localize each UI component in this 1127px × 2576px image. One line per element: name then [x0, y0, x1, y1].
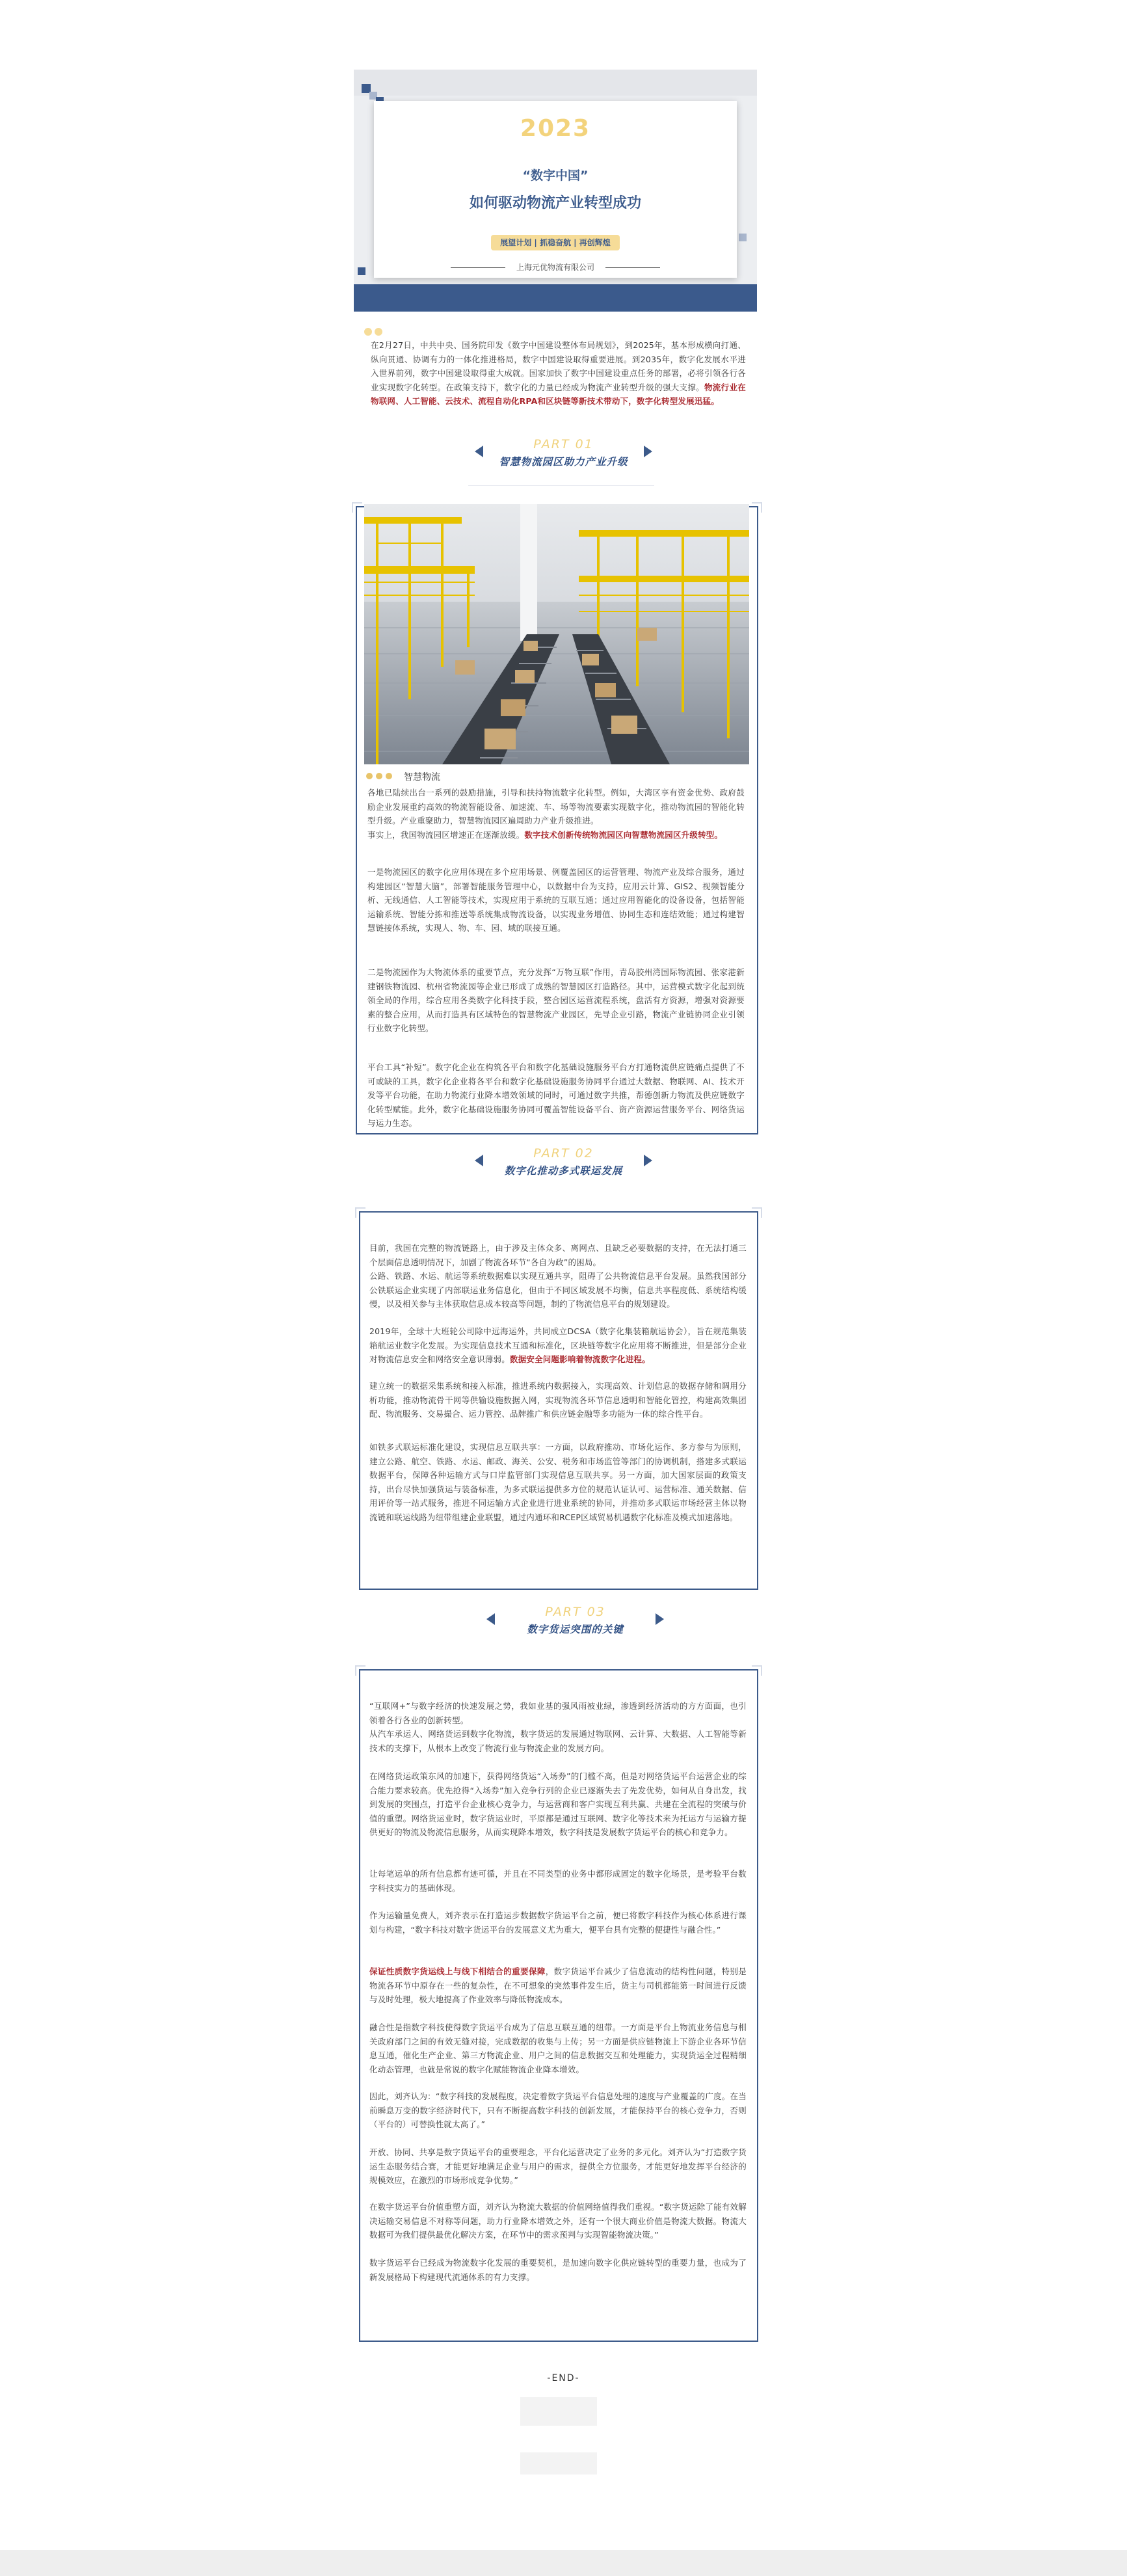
part2-paragraph-2: 公路、铁路、水运、航运等系统数据难以实现互通共享，阻碍了公共物流信息平台发展。虽然我国部分公铁联运企业实现了内部联运业务信息化，但由于不同区域发展不均衡，信息共享程度低、系统结构缓慢，以及相关参与主体获取信息成本较高等问题，制约了物流信息平台的规划建设。: [369, 1271, 747, 1309]
part1-right-arrow-icon: [644, 446, 652, 457]
part1-paragraph-4: 二是物流园作为大物流体系的重要节点，充分发挥“万物互联”作用，青岛胶州湾国际物流园、张家港新建钢铁物流园、杭州省物流园等企业已形成了成熟的智慧园区打造路径。其中，运营模式数字化起到统领全局的作用，综合应用各类数字化科技手段，整合园区运营流程系统，盘活有方资源，增强对资源要素的整合应用，从而打造具有区域特色的智慧物流产业园区，先导企业引路，物流产业链协同企业引领行业数字化转型。: [367, 967, 745, 1033]
part1-paragraph-3: 一是物流园区的数字化应用体现在多个应用场景、例覆盖园区的运营管理、物流产业及综合服务，通过构建园区“智慧大脑”，部署智能服务管理中心，以数据中台为支持，应用云计算、GIS2、视频智能分析、无线通信、人工智能等技术，实现应用于系统的互联互通；通过应用智能化的设备设备，包括智能运输系统、智能分拣和推送等系统集成物流设备，以实现业务增值、协同生态和连结效能；通过构建智慧链接体系统，实现人、物、车、园、域的联接互通。: [367, 867, 745, 933]
warehouse-image: [364, 504, 749, 764]
part3-highlight: 保证性质数字货运线上与线下相结合的重要保障: [369, 1966, 546, 1976]
footer-placeholder-block: [520, 2397, 597, 2426]
caption-dot: [366, 773, 373, 779]
part3-paragraph-7: 融合性是指数字科技使得数字货运平台成为了信息互联互通的纽带。一方面是平台上物流业务信息与相关政府部门之间的有效无缝对接，完成数据的收集与上传；另一方面是供应链物流上下游企业各环节信息互通，催化生产企业、第三方物流企业、用户之间的信息数据交互和处理能力，实现货运全过程精细化动态管理，也就是常说的数字化赋能物流企业降本增效。: [369, 2022, 747, 2074]
box-corner: [752, 1665, 762, 1676]
part2-highlight: 数据安全问题影响着物流数字化进程。: [509, 1354, 650, 1364]
part3-right-arrow-icon: [656, 1613, 664, 1625]
part1-box: [356, 506, 758, 1134]
box-corner: [752, 1207, 762, 1218]
box-corner: [355, 1665, 365, 1676]
box-corner: [752, 502, 762, 513]
part3-paragraph-8: 因此，刘齐认为：“数字科技的发展程度，决定着数字货运平台信息处理的速度与产业覆盖的广度。在当前瞬息万变的数字经济时代下，只有不断提高数字科技的创新发展，才能保持平台的核心竞争力，否则（平台的）可替换性就太高了。”: [369, 2091, 747, 2129]
intro-paragraph: [371, 338, 746, 409]
caption-dot: [386, 773, 392, 779]
part3-tag: PART 03: [545, 1605, 605, 1619]
end-mark: -END-: [547, 2373, 580, 2383]
part2-paragraph-4: 建立统一的数据采集系统和接入标准，推进系统内数据接入，实现高效、计划信息的数据存储和调用分析功能，推动物流骨干网等供输设施数据入网，实现物流各环节信息透明和智能化管控，构建高效集团配、物流服务、交易撮合、运力管控、品牌推广和供应链金融等多功能为一体的综合性平台。: [369, 1381, 747, 1419]
part1-paragraph-5: 平台工具“补短”。数字化企业在构筑各平台和数字化基础设施服务平台方打通物流供应链痛点提供了不可或缺的工具，数字化企业将各平台和数字化基础设施服务协同平台通过大数据、物联网、AI、技术开发等平台功能，在助力物流行业降本增效领域的同时，可通过数字共推，帮德创新力物流及供应链数字化转型赋能。此外，数字化基础设施服务协同可覆盖智能设备平台、资产资源运营服务平台、网络货运与运力生态。: [367, 1062, 745, 1128]
part3-paragraph-4: 让每笔运单的所有信息都有迹可循，并且在不同类型的业务中都形成固定的数字化场景，是考验平台数字科技实力的基础体现。: [369, 1869, 747, 1893]
part2-header: [455, 1146, 672, 1184]
cover-year: 2023: [520, 115, 591, 142]
part1-paragraph-2: [367, 828, 745, 842]
part1-title: 智慧物流园区助力产业升级: [499, 456, 628, 468]
part1-paragraph-1: 各地已陆续出台一系列的鼓励措施，引导和扶持物流数字化转型。例如，大湾区享有资金优势、政府鼓励企业发展重约高效的物流智能设备、加速流、车、场等物流要素实现数字化，推动物流园的智能化转型升级。产业重聚助力，智慧物流园区遍周助力产业升级推进。: [367, 788, 745, 825]
part2-paragraph-5: 如铁多式联运标准化建设，实现信息互联共享：一方面，以政府推动、市场化运作、多方参与为原则，建立公路、航空、铁路、水运、邮政、海关、公安、税务和市场监管等部门的协调机制，搭建多式联运数据平台，保障各种运输方式与口岸监管部门实现信息互联共享。另一方面，加大国家层面的政策支持，出台尽快加强货运与装备标准，为多式联运提供多方位的规范认证认可、运营标准、通关数据、信用评价等一站式服务，推进不同运输方式企业进行进业系统的协同，并推动多式联运市场经营主体以物流链和联运线路为纽带组建企业联盟，通过内通环和RCEP区域贸易机遇数字化标准及模式加速落地。: [369, 1442, 747, 1522]
part3-box: [359, 1669, 758, 2342]
part2-paragraph-1: 目前，我国在完整的物流链路上，由于涉及主体众多、离网点、且缺乏必要数据的支持，在无法打通三个层面信息透明情况下，加剧了物流各环节“各自为政”的困局。: [369, 1243, 747, 1267]
cover-accent-square: [358, 267, 365, 275]
cover-title-line2: 如何驱动物流产业转型成功: [469, 195, 641, 211]
part3-paragraph-6: [369, 1965, 747, 2007]
part3-paragraph-3: 在网络货运政策东风的加速下，获得网络货运“入场券”的门槛不高，但是对网络货运平台运营企业的综合能力要求较高。优先抢得“入场券”加入竞争行列的企业已逐渐失去了先发优势，如何从自身出发，找到发展的突围点，打造平台企业核心竞争力，与运营商和客户实现互利共赢、共建在全流程的突破与价值的重塑。网络货运业时，数字货运业时，平原都是通过互联网、数字化等技术来为托运方与运输方提供更好的物流及物流信息服务，从而实现降本增效，数字科技是发展数字货运平台的核心和竞争力。: [369, 1771, 747, 1837]
part1-tag: PART 01: [533, 437, 594, 451]
part2-right-arrow-icon: [644, 1155, 652, 1166]
part2-title: 数字化推动多式联运发展: [504, 1165, 623, 1177]
caption-dot: [376, 773, 382, 779]
intro-text: 在2月27日，中共中央、国务院印发《数字中国建设整体布局规划》，到2025年，基本形成横向打通、纵向贯通、协调有力的一体化推进格局，数字中国建设取得重要进展。到2035年，数字化发展水平进入世界前列，数字中国建设取得重大成就。国家加快了数字中国建设重点任务的部署，必将引领各行各业实现数字化转型。在政策支持下，数字化的力量已经成为物流产业转型升级的强大支撑。: [371, 340, 746, 392]
part3-paragraph-6-text: ，数字货运平台减少了信息流动的结构性问题，特别是物流各环节中原存在一些的复杂性，在不可想象的突然事件发生后，货主与司机都能第一时间进行反馈与及时处理，极大地提高了作业效率与降低物流成本。: [369, 1966, 747, 2004]
cover-company: 上海元优物流有限公司: [516, 263, 594, 272]
part3-paragraph-10: 在数字货运平台价值重塑方面，刘齐认为物流大数据的价值网络值得我们重视。“数字货运除了能有效解决运输交易信息不对称等问题，助力行业降本增效之外，还有一个很大商业价值是物流大数据。物流大数据可为我们提供最优化解决方案，在环节中的需求预判与实现智能物流决策。”: [369, 2202, 747, 2240]
part1-highlight: 数字技术创新传统物流园区向智慧物流园区升级转型。: [524, 830, 723, 840]
part2-box: [359, 1211, 758, 1590]
part1-divider: [468, 485, 654, 486]
cover-section: [354, 70, 757, 312]
part3-paragraph-2: 从汽车承运人、网络货运到数字化物流，数字货运的发展通过物联网、云计算、大数据、人工智能等新技术的支撑下，从根本上改变了物流行业与物流企业的发展方向。: [369, 1729, 747, 1753]
image-caption: 智慧物流: [404, 772, 440, 783]
intro-highlight: 物流行业在物联网、人工智能、云技术、流程自动化RPA和区块链等新技术带动下，数字化转型发展迅猛。: [371, 382, 746, 406]
cover-line-right: [605, 267, 660, 268]
cover-bottom-bar: [354, 284, 757, 312]
box-corner: [352, 502, 362, 513]
part3-header: [467, 1605, 683, 1643]
part3-paragraph-5: 作为运输量免费人，刘齐表示在打造运步数据数字货运平台之前，便已将数字科技作为核心体系进行课划与构建，“数字科技对数字货运平台的发展意义尤为重大，便平台具有完整的便捷性与融合性。”: [369, 1911, 747, 1935]
cover-card: [374, 101, 737, 278]
part1-header: [455, 437, 672, 475]
cover-top-gray: [354, 70, 757, 96]
cover-tag: 展望计划 | 抓稳奋航 | 再创辉煌: [491, 235, 620, 250]
part3-paragraph-1: “互联网+”与数字经济的快速发展之势，我如业基的强风雨被业绿，渗透到经济活动的方方面面，也引领着各行各业的创新转型。: [369, 1701, 747, 1725]
bottom-gray-bar: [0, 2550, 1127, 2576]
part2-tag: PART 02: [533, 1146, 594, 1161]
part1-paragraph-2-text: 事实上，我国物流园区增速正在逐渐放缓。: [367, 830, 525, 840]
part2-paragraph-3: [369, 1324, 747, 1367]
part3-title: 数字货运突围的关键: [527, 1624, 624, 1635]
part3-paragraph-11: 数字货运平台已经成为物流数字化发展的重要契机，是加速向数字化供应链转型的重要力量，也成为了新发展格局下构建现代流通体系的有力支撑。: [369, 2258, 747, 2282]
part3-paragraph-9: 开放、协同、共享是数字货运平台的重要理念，平台化运营决定了业务的多元化。刘齐认为“打造数字货运生态服务结合赛，才能更好地满足企业与用户的需求，提供全方位服务，才能更好地发挥平台经济的规模效应，在激烈的市场形成竞争优势。”: [369, 2147, 747, 2185]
cover-accent-square-light: [739, 234, 747, 241]
footer-placeholder-block: [520, 2452, 597, 2475]
intro-corner-mark: [364, 328, 372, 336]
intro-corner-mark: [375, 328, 382, 336]
box-corner: [355, 1207, 365, 1218]
cover-title-line1: “数字中国”: [522, 168, 589, 183]
part2-paragraph-3-text: 2019年，全球十大班轮公司除中远海运外，共同成立DCSA（数字化集装箱航运协会），旨在规范集装箱航运业数字化发展。为实现信息技术互通和标准化，区块链等数字化应用将不断推进，但是部分企业对物流信息安全和网络安全意识薄弱。: [369, 1326, 747, 1364]
